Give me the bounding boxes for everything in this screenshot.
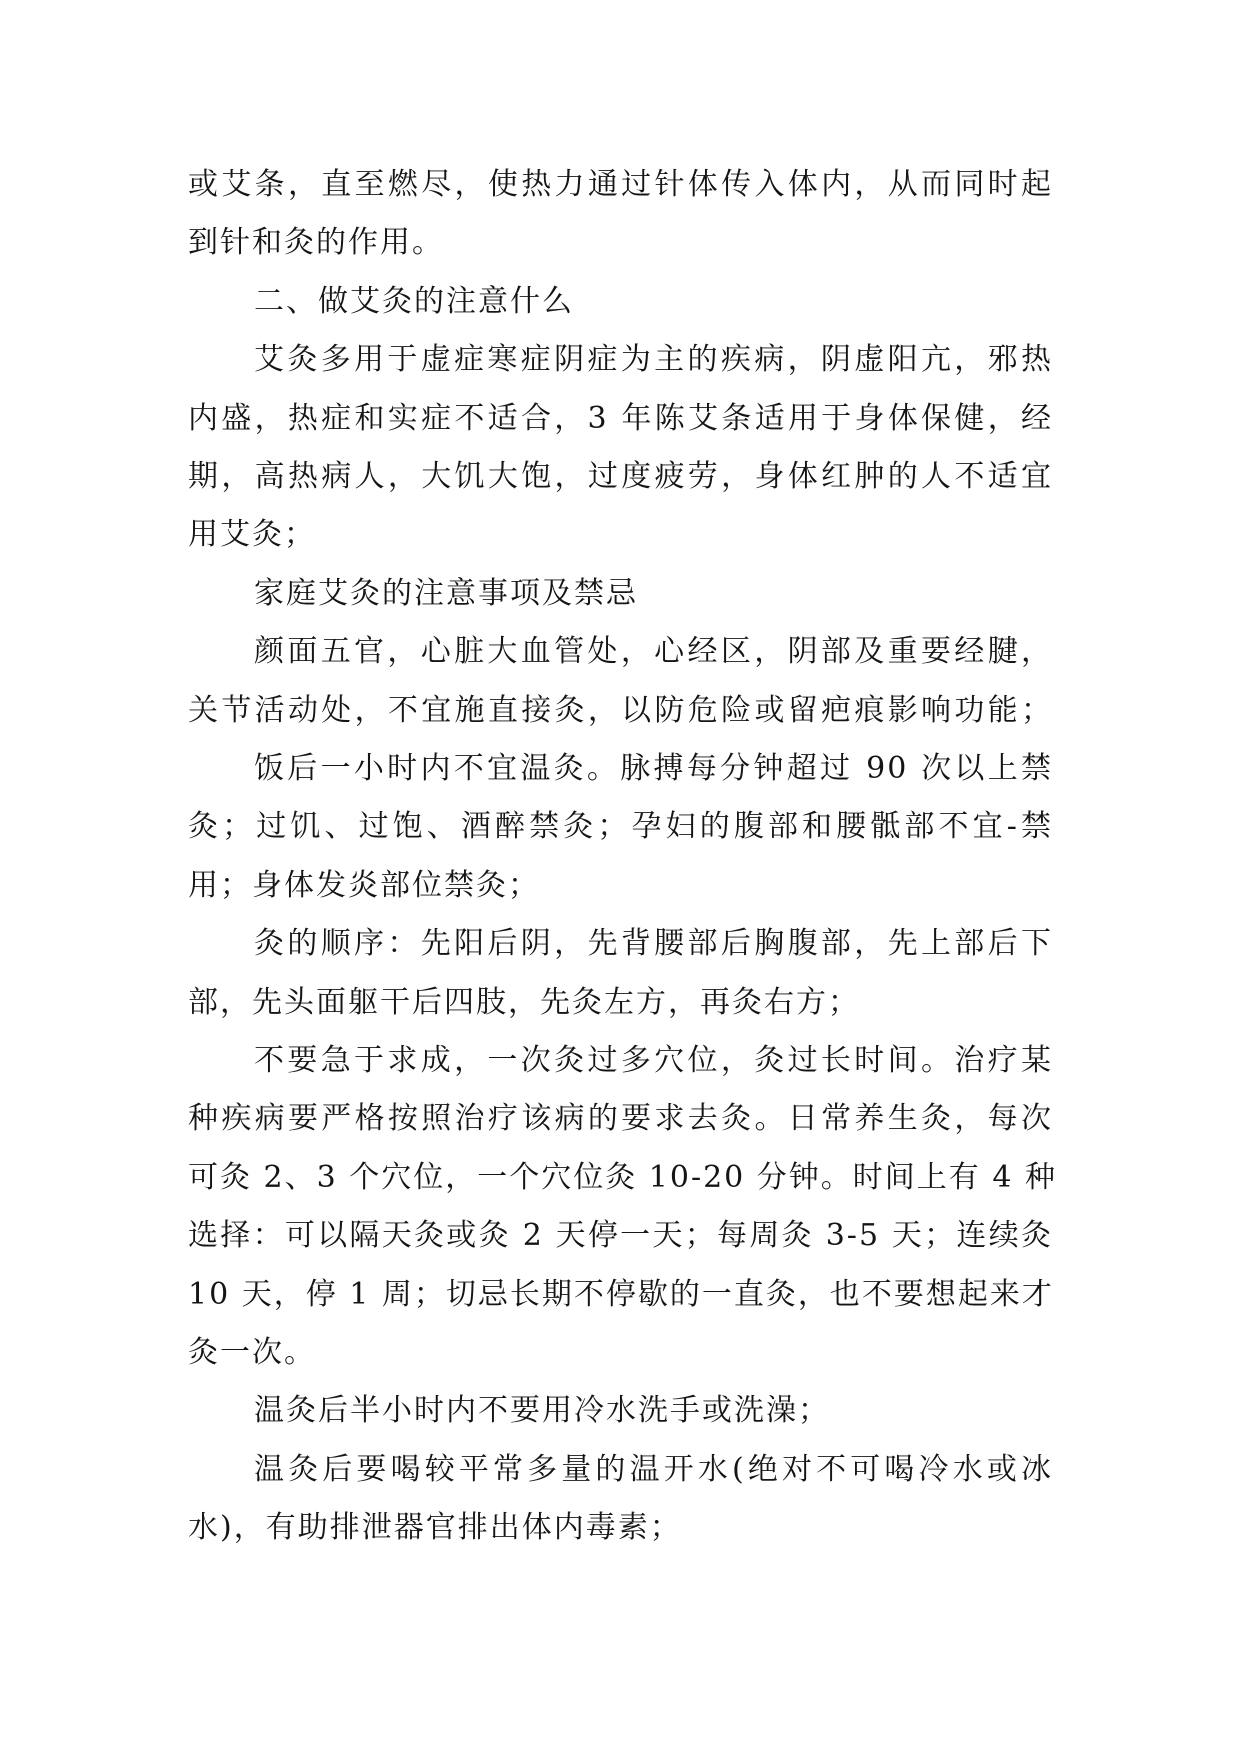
text-line: 内盛，热症和实症不适合，3 年陈艾条适用于身体保健，经 [188, 401, 1053, 436]
text-line: 水)，有助排泄器官排出体内毒素； [188, 1510, 682, 1545]
text-line: 可灸 2、3 个穴位，一个穴位灸 10-20 分钟。时间上有 4 种 [188, 1160, 1057, 1195]
text-line: 用艾灸； [188, 517, 316, 552]
text-line: 灸；过饥、过饱、酒醉禁灸；孕妇的腹部和腰骶部不宜-禁 [188, 809, 1053, 844]
text-line: 期，高热病人，大饥大饱，过度疲劳，身体红肿的人不适宜 [188, 459, 1053, 494]
text-line: 饭后一小时内不宜温灸。脉搏每分钟超过 90 次以上禁 [254, 751, 1053, 786]
text-line: 颜面五官，心脏大血管处，心经区，阴部及重要经腱， [254, 634, 1053, 669]
text-line: 选择：可以隔天灸或灸 2 天停一天；每周灸 3-5 天；连续灸 [188, 1218, 1053, 1253]
text-line: 到针和灸的作用。 [188, 225, 444, 260]
text-line: 灸一次。 [188, 1335, 316, 1370]
text-line: 艾灸多用于虚症寒症阴症为主的疾病，阴虚阳亢，邪热 [254, 342, 1053, 377]
text-line: 不要急于求成，一次灸过多穴位，灸过长时间。治疗某 [254, 1043, 1053, 1078]
text-line: 灸的顺序：先阳后阴，先背腰部后胸腹部，先上部后下 [254, 926, 1053, 961]
text-line: 关节活动处，不宜施直接灸，以防危险或留疤痕影响功能； [188, 693, 1053, 728]
text-line: 家庭艾灸的注意事项及禁忌 [254, 576, 638, 611]
text-line: 种疾病要严格按照治疗该病的要求去灸。日常养生灸，每次 [188, 1101, 1053, 1136]
text-line: 部，先头面躯干后四肢，先灸左方，再灸右方； [188, 985, 860, 1020]
text-line: 或艾条，直至燃尽，使热力通过针体传入体内，从而同时起 [188, 167, 1053, 202]
text-line: 温灸后半小时内不要用冷水洗手或洗澡； [254, 1393, 830, 1428]
text-line: 二、做艾灸的注意什么 [254, 284, 574, 319]
text-line: 10 天，停 1 周；切忌长期不停歇的一直灸，也不要想起来才 [188, 1277, 1054, 1312]
text-line: 温灸后要喝较平常多量的温开水(绝对不可喝冷水或冰 [254, 1452, 1053, 1487]
text-line: 用；身体发炎部位禁灸； [188, 868, 540, 903]
